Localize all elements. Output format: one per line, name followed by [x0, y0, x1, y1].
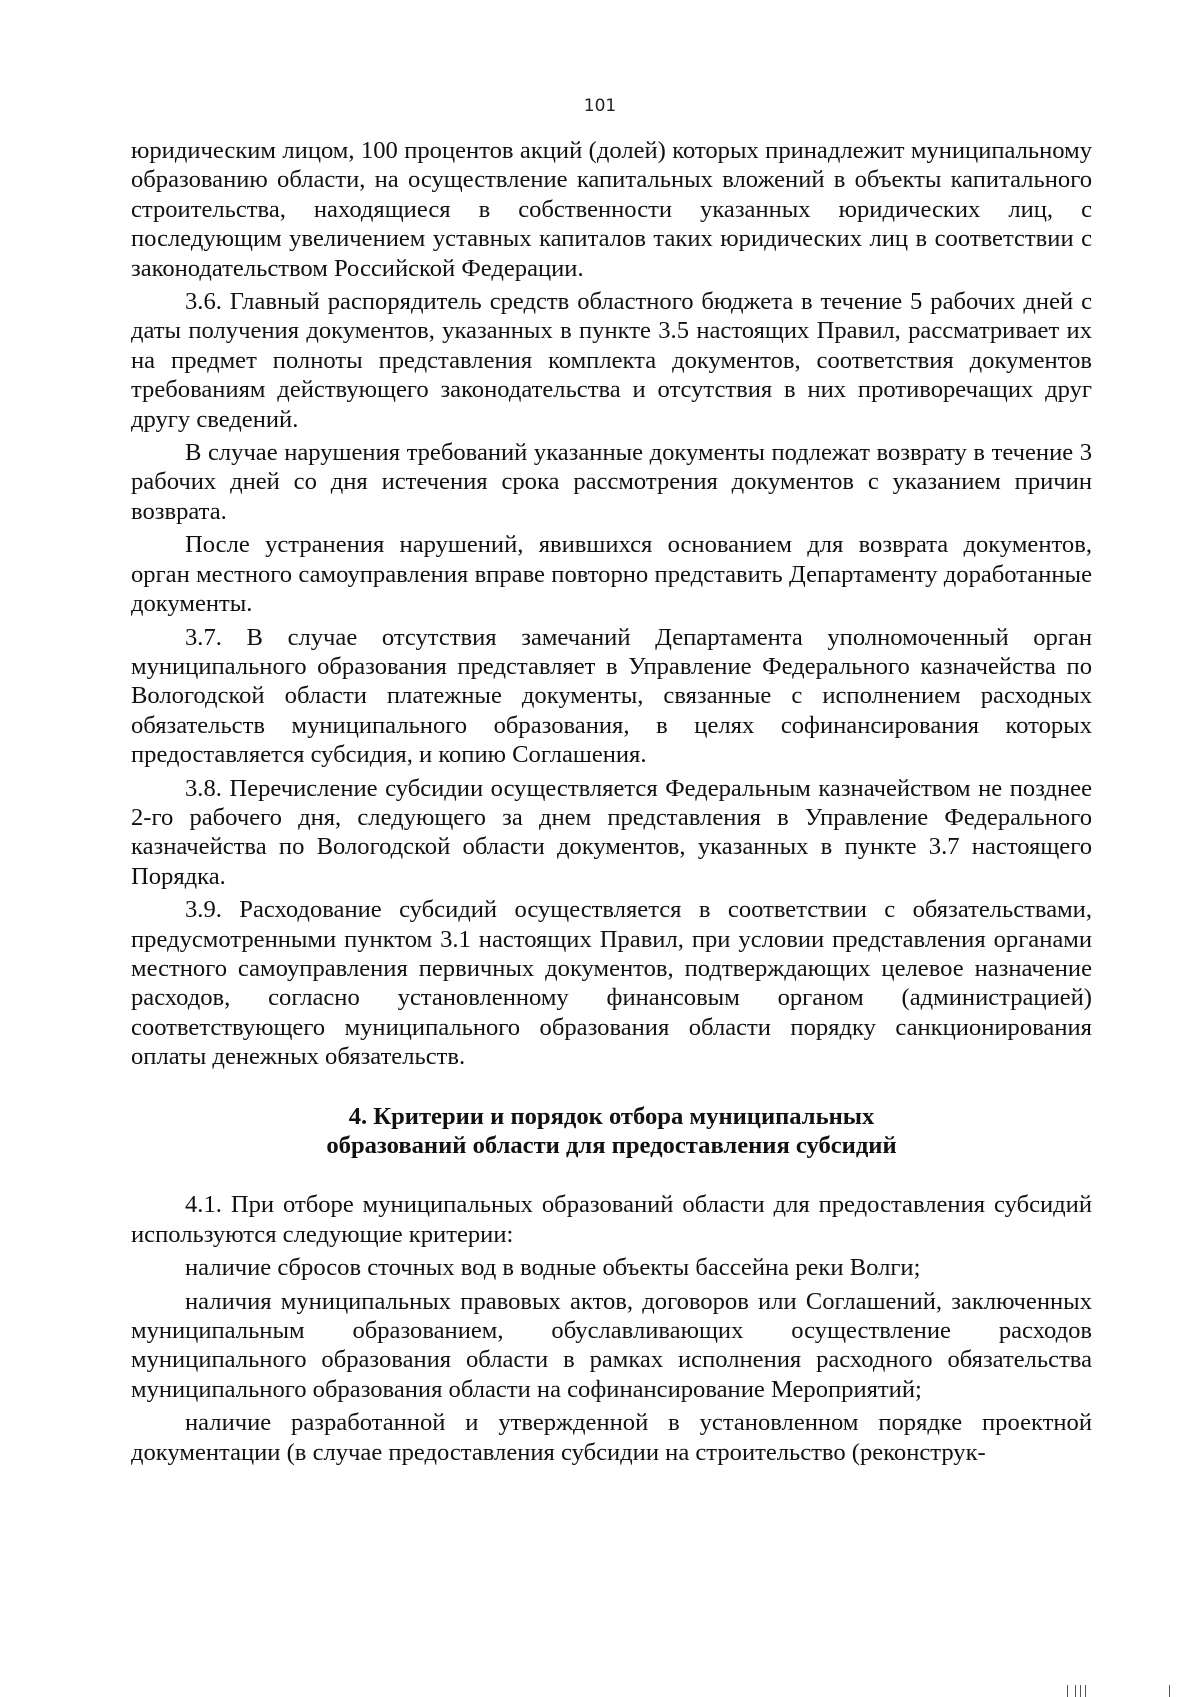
paragraph-3-9: 3.9. Расходование субсидий осуществляется в соответствии с обязательствами, предусмотренными пунктом 3.1 настоящих Правил, при условии представления органами местного самоуправления первичных документов, подтверждающих целевое назначение расходов, согласно установленному финансовым органом (администрацией) соответствующего муниципального образования области порядку санкционирования оплаты денежных обязательств.: [131, 896, 1092, 1071]
page-number: 101: [583, 96, 617, 116]
paragraph-3-7: 3.7. В случае отсутствия замечаний Департамента уполномоченный орган муниципального образования представляет в Управление Федерального казначейства по Вологодской области платежные документы, связанные с исполнением расходных обязательств муниципального образования, в целях софинансирования которых предоставляется субсидия, и копию Соглашения.: [131, 623, 1092, 769]
section-4-heading-line-1: 4. Критерии и порядок отбора муниципальных: [348, 1102, 875, 1130]
scan-edge-marks: [1065, 1683, 1185, 1697]
document-body: [131, 136, 1092, 1471]
section-4-heading: [131, 1102, 1092, 1161]
criterion-project-documentation: наличие разработанной и утвержденной в установленном порядке проектной документации (в случае предоставления субсидии на строительство (реконструк-: [131, 1409, 1092, 1466]
paragraph-3-6: 3.6. Главный распорядитель средств областного бюджета в течение 5 рабочих дней с даты получения документов, указанных в пункте 3.5 настоящих Правил, рассматривает их на предмет полноты представления комплекта документов, соответствия документов требованиям действующего законодательства и отсутствия в них противоречащих друг другу сведений.: [131, 288, 1092, 433]
section-4-heading-line-2: образований области для предоставления субсидий: [326, 1132, 897, 1159]
paragraph-resubmission: После устранения нарушений, явившихся основанием для возврата документов, орган местного самоуправления вправе повторно представить Департаменту доработанные документы.: [131, 531, 1092, 618]
paragraph-continuation: юридическим лицом, 100 процентов акций (долей) которых принадлежит муниципальному образованию области, на осуществление капитальных вложений в объекты капитального строительства, находящиеся в собственности указанных юридических лиц, с последующим увеличением уставных капиталов таких юридических лиц в соответствии с законодательством Российской Федерации.: [131, 137, 1092, 282]
criterion-legal-acts: наличия муниципальных правовых актов, договоров или Соглашений, заключенных муниципальным образованием, обуславливающих осуществление расходов муниципального образования области в рамках исполнения расходного обязательства муниципального образования области на софинансирование Мероприятий;: [131, 1287, 1092, 1403]
paragraph-3-8: 3.8. Перечисление субсидии осуществляется Федеральным казначейством не позднее 2-го рабочего дня, следующего за днем представления в Управление Федерального казначейства по Вологодской области документов, указанных в пункте 3.7 настоящего Порядка.: [131, 774, 1092, 890]
criterion-wastewater: наличие сбросов сточных вод в водные объекты бассейна реки Волги;: [185, 1254, 921, 1282]
paragraph-4-1: 4.1. При отборе муниципальных образований области для предоставления субсидий используются следующие критерии:: [131, 1191, 1092, 1248]
paragraph-violation-return: В случае нарушения требований указанные документы подлежат возврату в течение 3 рабочих дней со дня истечения срока рассмотрения документов с указанием причин возврата.: [131, 439, 1092, 525]
